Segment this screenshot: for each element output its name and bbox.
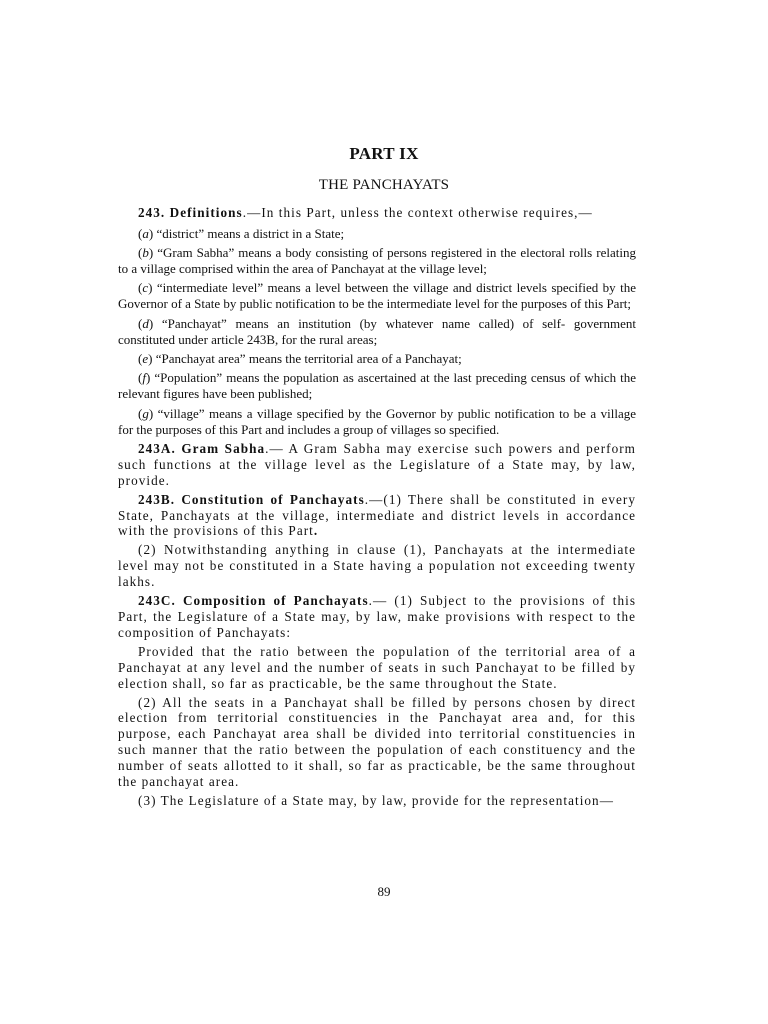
clause-d: (d) “Panchayat” means an institution (by whatever name called) of self- government constituted under article 243B, for the rural areas; xyxy=(118,315,636,347)
section-243c-text-1: .— (1) Subject to the provisions of this Part, the Legislature of a State may, by law, make provisions with respect to the composition of Panchayats: xyxy=(118,593,636,640)
section-243c-3: (3) The Legislature of a State may, by law, provide for the representation— xyxy=(138,792,614,808)
clause-b: (b) “Gram Sabha” means a body consisting of persons registered in the electoral rolls relating to a village comprised within the area of Panchayat at the village level; xyxy=(118,244,636,276)
clause-c-text: “intermediate level” means a level between the village and district levels specified by the Governor of a State by public notification to be the intermediate level for the purposes of this Part; xyxy=(118,280,636,312)
clause-e-text: “Panchayat area” means the territorial area of a Panchayat; xyxy=(152,350,462,366)
part-title: PART IX xyxy=(349,144,419,163)
clause-f: (f) “Population” means the population as ascertained at the last preceding census of which the relevant figures have been published; xyxy=(118,370,636,402)
section-243a xyxy=(118,441,636,489)
clause-g-text: “village” means a village specified by the Governor by public notification to be a village for the purposes of this Part and includes a group of villages so specified. xyxy=(118,405,636,437)
section-243b-text-1: .—(1) There shall be constituted in every State, Panchayats at the village, intermediate and district levels in accordance with the provisions of this Part xyxy=(118,491,636,539)
section-243-intro xyxy=(118,205,636,222)
section-243a-text: .— A Gram Sabha may exercise such powers and perform such functions at the village level as the Legislature of a State may, by law, provide. xyxy=(118,440,636,488)
clause-e: (e) “Panchayat area” means the territorial area of a Panchayat; xyxy=(138,350,462,366)
clause-a: (a) “district” means a district in a State; xyxy=(138,225,345,241)
clause-d-letter: d xyxy=(142,315,149,331)
clause-e-letter: e xyxy=(142,350,149,366)
section-243c-proviso: Provided that the ratio between the population of the territorial area of a Panchayat at any level and the number of seats in such Panchayat to be filled by election shall, so far as practicable, be the same throughout the State. xyxy=(118,643,636,691)
clause-g-letter: g xyxy=(142,405,149,421)
section-243a-heading: 243A. Gram Sabha xyxy=(138,440,266,456)
clause-a-text: “district” means a district in a State; xyxy=(153,225,345,241)
clause-a-letter: a xyxy=(142,225,149,241)
section-243c-2: (2) All the seats in a Panchayat shall be filled by persons chosen by direct election from territorial constituencies in the Panchayat area and, for this purpose, each Panchayat area shall be divided into territorial constituencies in such manner that the ratio between the population of each constituency and the number of seats allotted to it shall, so far as practicable, be the same throughout the panchayat area. xyxy=(118,694,636,790)
page-number: 89 xyxy=(377,884,391,899)
section-243-intro-text: .—In this Part, unless the context otherwise requires,— xyxy=(242,205,593,220)
clause-b-letter: b xyxy=(142,244,149,260)
section-243b-period: . xyxy=(313,523,319,539)
section-243c-1 xyxy=(118,593,636,641)
section-243c-heading: 243C. Composition of Panchayats xyxy=(138,593,369,609)
document-body xyxy=(118,205,636,812)
clause-c: (c) “intermediate level” means a level between the village and district levels specified by the Governor of a State by public notification to be the intermediate level for the purposes of this Part; xyxy=(118,280,636,312)
part-subtitle: THE PANCHAYATS xyxy=(318,177,450,193)
section-243b-1 xyxy=(118,492,636,540)
section-243-heading: 243. Definitions xyxy=(138,205,243,220)
clause-f-letter: f xyxy=(142,370,146,386)
clause-f-text: “Population” means the population as ascertained at the last preceding census of which the relevant figures have been published; xyxy=(118,370,636,402)
section-243b-2: (2) Notwithstanding anything in clause (1), Panchayats at the intermediate level may not be constituted in a State having a population not exceeding twenty lakhs. xyxy=(118,542,636,590)
clause-d-text: “Panchayat” means an institution (by whatever name called) of self- government constituted under article 243B, for the rural areas; xyxy=(118,315,636,347)
section-243b-heading: 243B. Constitution of Panchayats xyxy=(138,491,365,507)
clause-b-text: “Gram Sabha” means a body consisting of persons registered in the electoral rolls relating to a village comprised within the area of Panchayat at the village level; xyxy=(118,244,636,276)
clause-g: (g) “village” means a village specified by the Governor by public notification to be a village for the purposes of this Part and includes a group of villages so specified. xyxy=(118,405,636,437)
clause-c-letter: c xyxy=(142,280,149,296)
